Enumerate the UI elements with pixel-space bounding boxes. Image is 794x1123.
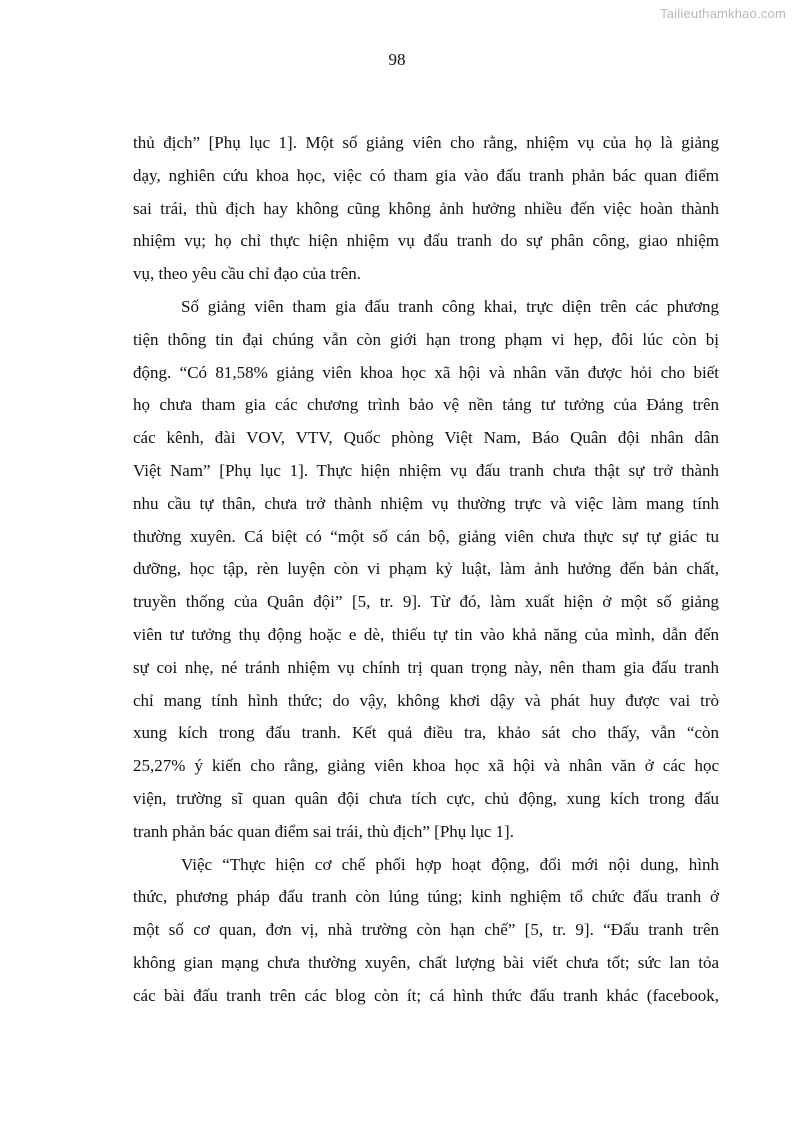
- text-line: viện, trường sĩ quan quân đội chưa tích cực, chủ động, xung kích trong đấu: [133, 788, 719, 808]
- text-line: truyền thống của Quân đội” [5, tr. 9]. Từ đó, làm xuất hiện ở một số giảng: [133, 592, 719, 612]
- text-line: dạy, nghiên cứu khoa học, việc có tham gia vào đấu tranh phản bác quan điểm: [133, 165, 719, 185]
- watermark-text: Tailieuthamkhao.com: [660, 6, 786, 21]
- text-line: tiện thông tin đại chúng vẫn còn giới hạn trong phạm vi hẹp, đôi lúc còn bị: [133, 329, 719, 349]
- text-line: 25,27% ý kiến cho rằng, giảng viên khoa học xã hội và nhân văn ở các học: [133, 756, 719, 776]
- text-line: không gian mạng chưa thường xuyên, chất lượng bài viết chưa tốt; sức lan tỏa: [133, 952, 719, 972]
- text-line: nhiệm vụ; họ chỉ thực hiện nhiệm vụ đấu tranh do sự phân công, giao nhiệm: [133, 231, 719, 251]
- text-line: nhu cầu tự thân, chưa trở thành nhiệm vụ thường trực và việc làm mang tính: [133, 493, 719, 513]
- paragraph-first-line: Số giảng viên tham gia đấu tranh công khai, trực diện trên các phương: [181, 296, 719, 316]
- text-line: một số cơ quan, đơn vị, nhà trường còn hạn chế” [5, tr. 9]. “Đấu tranh trên: [133, 920, 719, 940]
- text-line: sự coi nhẹ, né tránh nhiệm vụ chính trị quan trọng này, nên tham gia đấu tranh: [133, 657, 719, 677]
- text-line: tranh phản bác quan điểm sai trái, thù địch” [Phụ lục 1].: [133, 821, 514, 841]
- text-line: họ chưa tham gia các chương trình bảo vệ nền tảng tư tưởng của Đảng trên: [133, 395, 719, 415]
- text-line: viên tư tưởng thụ động hoặc e dè, thiếu tự tin vào khả năng của mình, dẫn đến: [133, 624, 719, 644]
- paragraph-first-line: Việc “Thực hiện cơ chế phối hợp hoạt động, đổi mới nội dung, hình: [181, 854, 719, 874]
- text-line: vụ, theo yêu cầu chỉ đạo của trên.: [133, 264, 361, 284]
- body-text: [133, 130, 719, 1016]
- text-line: các bài đấu tranh trên các blog còn ít; cá hình thức đấu tranh khác (facebook,: [133, 985, 719, 1005]
- text-line: Việt Nam” [Phụ lục 1]. Thực hiện nhiệm vụ đấu tranh chưa thật sự trở thành: [133, 460, 719, 480]
- text-line: sai trái, thù địch hay không cũng không ảnh hưởng nhiều đến việc hoàn thành: [133, 198, 719, 218]
- text-line: thủ địch” [Phụ lục 1]. Một số giảng viên cho rằng, nhiệm vụ của họ là giảng: [133, 133, 719, 152]
- text-line: động. “Có 81,58% giảng viên khoa học xã hội và nhân văn được hỏi cho biết: [133, 362, 719, 382]
- text-line: thức, phương pháp đấu tranh còn lúng túng; kinh nghiệm tổ chức đấu tranh ở: [133, 887, 719, 907]
- text-line: xung kích trong đấu tranh. Kết quả điều tra, khảo sát cho thấy, vẫn “còn: [133, 723, 719, 743]
- text-line: các kênh, đài VOV, VTV, Quốc phòng Việt Nam, Báo Quân đội nhân dân: [133, 428, 719, 448]
- page-number: 98: [388, 50, 406, 69]
- text-line: dưỡng, học tập, rèn luyện còn vi phạm kỷ luật, làm ảnh hưởng đến bản chất,: [133, 559, 719, 579]
- text-line: thường xuyên. Cá biệt có “một số cán bộ, giảng viên chưa thực sự tự giác tu: [133, 526, 719, 546]
- text-line: chỉ mang tính hình thức; do vậy, không khơi dậy và phát huy được vai trò: [133, 690, 719, 710]
